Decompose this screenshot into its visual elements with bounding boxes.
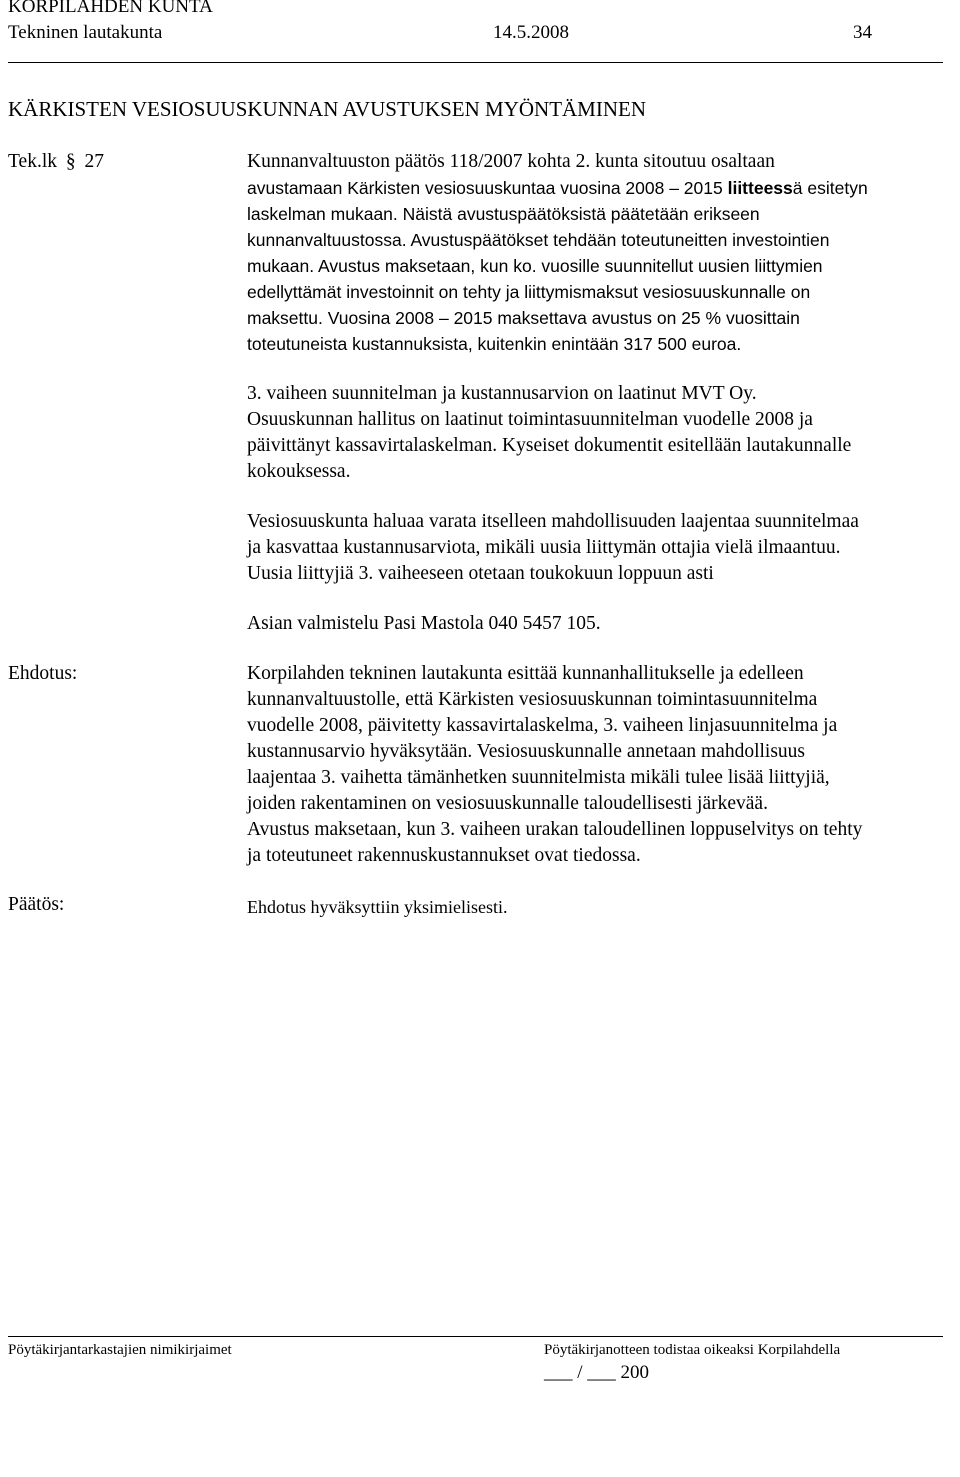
proposal-line-7: Avustus maksetaan, kun 3. vaiheen urakan taloudellinen loppuselvitys on tehty <box>247 819 863 840</box>
para2-line-3: päivittänyt kassavirtalaskelman. Kyseiset dokumentit esitellään lautakunnalle <box>247 435 852 456</box>
document-title: KÄRKISTEN VESIOSUUSKUNNAN AVUSTUKSEN MYÖNTÄMINEN <box>8 97 647 121</box>
para1-line-6: edellyttämät investoinnit on tehty ja liittymismaksut vesiosuuskunnalle on <box>247 282 811 302</box>
para2-line-2: Osuuskunnan hallitus on laatinut toimintasuunnitelman vuodelle 2008 ja <box>247 409 813 430</box>
section-number: 27 <box>84 151 104 172</box>
page-number: 34 <box>853 22 872 43</box>
section-marker <box>8 151 104 173</box>
preparer-note: Asian valmistelu Pasi Mastola 040 5457 105. <box>247 613 601 634</box>
proposal-line-5: laajentaa 3. vaihetta tämänhetken suunnitelmista mikäli tulee lisää liittyjiä, <box>247 767 830 788</box>
decision-text: Ehdotus hyväksyttiin yksimielisesti. <box>247 897 508 917</box>
proposal-label: Ehdotus: <box>8 663 78 684</box>
para1-line-1: Kunnanvaltuuston päätös 118/2007 kohta 2. kunta sitoutuu osaltaan <box>247 151 775 172</box>
committee-name: Tekninen lautakunta <box>8 22 163 43</box>
para2-line-4: kokouksessa. <box>247 461 351 482</box>
proposal-line-1: Korpilahden tekninen lautakunta esittää kunnanhallitukselle ja edelleen <box>247 663 804 684</box>
attachment-reference: liitteess <box>727 178 793 198</box>
organization-name: KORPILAHDEN KUNTA <box>8 0 213 17</box>
para1-line-3: laskelman mukaan. Näistä avustuspäätöksistä päätetään erikseen <box>247 204 760 224</box>
para1-line-4: kunnanvaltuustossa. Avustuspäätökset tehdään toteutuneitten investointien <box>247 230 830 250</box>
header-rule <box>8 62 943 63</box>
proposal-line-4: kustannusarvio hyväksytään. Vesiosuuskunnalle annetaan mahdollisuus <box>247 741 806 762</box>
footer-rule <box>8 1336 943 1337</box>
para3-line-1: Vesiosuuskunta haluaa varata itselleen mahdollisuuden laajentaa suunnitelmaa <box>247 511 859 532</box>
para1-line-5: mukaan. Avustus maksetaan, kun ko. vuosille suunnitellut uusien liittymien <box>247 256 823 276</box>
proposal-line-6: joiden rakentaminen on vesiosuuskunnalle taloudellisesti järkevää. <box>247 793 768 814</box>
footer-certification-label: Pöytäkirjanotteen todistaa oikeaksi Korpilahdella <box>544 1342 841 1358</box>
footer-initials-label: Pöytäkirjantarkastajien nimikirjaimet <box>8 1342 232 1358</box>
para1-line-7: maksettu. Vuosina 2008 – 2015 maksettava avustus on 25 % vuosittain <box>247 308 800 328</box>
proposal-line-2: kunnanvaltuustolle, että Kärkisten vesiosuuskunnan toimintasuunnitelma <box>247 689 818 710</box>
para2-line-1: 3. vaiheen suunnitelman ja kustannusarvion on laatinut MVT Oy. <box>247 383 757 404</box>
proposal-line-8: ja toteutuneet rakennuskustannukset ovat tiedossa. <box>247 845 641 866</box>
para1-line-2: avustamaan Kärkisten vesiosuuskuntaa vuosina 2008 – 2015 liitteessä esitetyn <box>247 178 868 198</box>
section-label: Tek.lk <box>8 151 57 172</box>
section-symbol: § <box>65 151 76 172</box>
proposal-line-3: vuodelle 2008, päivitetty kassavirtalaskelma, 3. vaiheen linjasuunnitelma ja <box>247 715 838 736</box>
para1-line-8: toteutuneista kustannuksista, kuitenkin enintään 317 500 euroa. <box>247 334 742 354</box>
para3-line-2: ja kasvattaa kustannusarviota, mikäli uusia liittymän ottajia vielä ilmaantuu. <box>247 537 841 558</box>
para3-line-3: Uusia liittyjiä 3. vaiheeseen otetaan toukokuun loppuun asti <box>247 563 714 584</box>
meeting-date: 14.5.2008 <box>493 22 569 43</box>
footer-date-line: ___ / ___ 200 <box>544 1362 650 1383</box>
decision-label: Päätös: <box>8 894 65 915</box>
